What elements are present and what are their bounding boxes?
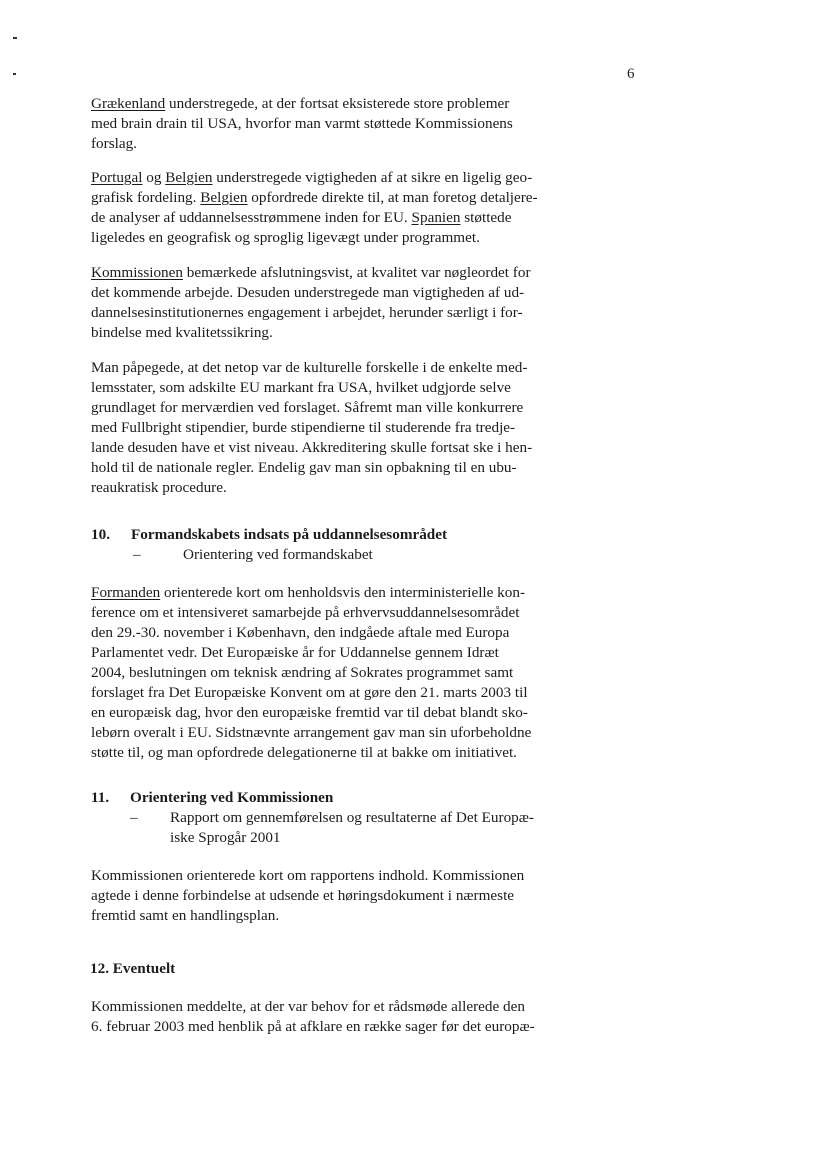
section-subheading: iske Sprogår 2001 — [170, 829, 281, 846]
text-line: Kommissionen meddelte, at der var behov for et rådsmøde allerede den — [91, 998, 525, 1015]
text-line — [91, 168, 571, 188]
text-line: fremtid samt en handlingsplan. — [91, 907, 280, 924]
text-line: støtte til, og man opfordrede delegationerne til at bakke om initiativet. — [91, 744, 517, 761]
country-name: Spanien — [411, 209, 461, 226]
section-subheading: Orientering ved formandskabet — [183, 546, 373, 563]
section-heading: Formandskabets indsats på uddannelsesområdet — [131, 526, 448, 543]
text-fragment: orienterede kort om henholdsvis den interministerielle kon- — [160, 584, 526, 601]
text-line: grundlaget for merværdien ved forslaget. Såfremt man ville konkurrere — [91, 399, 524, 416]
text-fragment: bemærkede afslutningsvist, at kvalitet var nøgleordet for — [182, 264, 531, 281]
text-fragment: støttede — [460, 209, 512, 226]
paragraph-presidency — [91, 583, 571, 763]
text-fragment: understregede vigtigheden af at sikre en ligelig geo- — [212, 169, 533, 186]
text-line — [91, 263, 571, 283]
actor-name: Kommissionen — [91, 264, 183, 281]
text-line: lande desuden have et vist niveau. Akkreditering skulle fortsat ske i hen- — [91, 439, 533, 456]
text-line: hold til de nationale regler. Endelig gav man sin opbakning til en ubu- — [91, 459, 517, 476]
paragraph-cultural-differences — [91, 358, 571, 498]
text-fragment: understregede, at der fortsat eksisterede store problemer — [165, 95, 510, 112]
text-line: med Fullbright stipendier, burde stipendierne til studerende fra tredje- — [91, 419, 516, 436]
section-number: 11. — [91, 789, 110, 806]
text-line: med brain drain til USA, hvorfor man varmt støttede Kommissionens — [91, 115, 513, 132]
actor-name: Formanden — [91, 584, 161, 601]
page-number: 6 — [627, 66, 635, 82]
text-line — [91, 94, 571, 114]
text-fragment: de analyser af uddannelsesstrømmene inden for EU. — [91, 209, 412, 226]
text-line: en europæisk dag, hvor den europæiske fremtid var til debat blandt sko- — [91, 704, 528, 721]
text-line: lemsstater, som adskilte EU markant fra USA, hvilket udgjorde selve — [91, 379, 511, 396]
section-heading: 12. Eventuelt — [90, 960, 176, 977]
text-line — [91, 583, 571, 603]
text-fragment: grafisk fordeling. — [91, 189, 201, 206]
text-line: reaukratisk procedure. — [91, 479, 227, 496]
text-line: Parlamentet vedr. Det Europæiske år for Uddannelse gennem Idræt — [91, 644, 499, 661]
text-line: ligeledes en geografisk og sproglig ligevægt under programmet. — [91, 229, 480, 246]
text-line — [91, 208, 571, 228]
text-line: bindelse med kvalitetssikring. — [91, 324, 273, 341]
text-line: lebørn overalt i EU. Sidstnævnte arrangement gav man sin uforbeholdne — [91, 724, 532, 741]
text-line: agtede i denne forbindelse at udsende et høringsdokument i nærmeste — [91, 887, 515, 904]
country-name: Belgien — [165, 169, 213, 186]
text-line: forslaget fra Det Europæiske Konvent om at gøre den 21. marts 2003 til — [91, 684, 528, 701]
paragraph-portugal-belgium — [91, 168, 571, 248]
country-name: Belgien — [200, 189, 248, 206]
text-line: 6. februar 2003 med henblik på at afklare en række sager før det europæ- — [91, 1018, 535, 1035]
country-name: Grækenland — [91, 95, 166, 112]
text-fragment: opfordrede direkte til, at man foretog detaljere- — [247, 189, 538, 206]
paragraph-commission — [91, 263, 571, 343]
section-heading: Orientering ved Kommissionen — [130, 789, 334, 806]
text-line: det kommende arbejde. Desuden understregede man vigtigheden af ud- — [91, 284, 525, 301]
scan-mark — [13, 37, 17, 39]
text-line: 2004, beslutningen om teknisk ændring af Sokrates programmet samt — [91, 664, 514, 681]
text-fragment: og — [142, 169, 166, 186]
paragraph-language-year — [91, 866, 571, 926]
text-line — [91, 188, 571, 208]
paragraph-any-other-business — [91, 997, 571, 1037]
section-number: 10. — [91, 526, 110, 543]
text-line: den 29.-30. november i København, den indgåede aftale med Europa — [91, 624, 510, 641]
text-line: forslag. — [91, 135, 137, 152]
text-line: dannelsesinstitutionernes engagement i arbejdet, herunder særligt i for- — [91, 304, 523, 321]
scan-mark — [13, 73, 16, 75]
text-line: Man påpegede, at det netop var de kulturelle forskelle i de enkelte med- — [91, 359, 528, 376]
dash: – — [130, 809, 138, 826]
country-name: Portugal — [91, 169, 143, 186]
paragraph-greece — [91, 94, 571, 154]
text-line: ference om et intensiveret samarbejde på erhvervsuddannelsesområdet — [91, 604, 520, 621]
text-line: Kommissionen orienterede kort om rapportens indhold. Kommissionen — [91, 867, 525, 884]
section-subheading: Rapport om gennemførelsen og resultaterne af Det Europæ- — [170, 809, 534, 826]
dash: – — [133, 546, 141, 563]
